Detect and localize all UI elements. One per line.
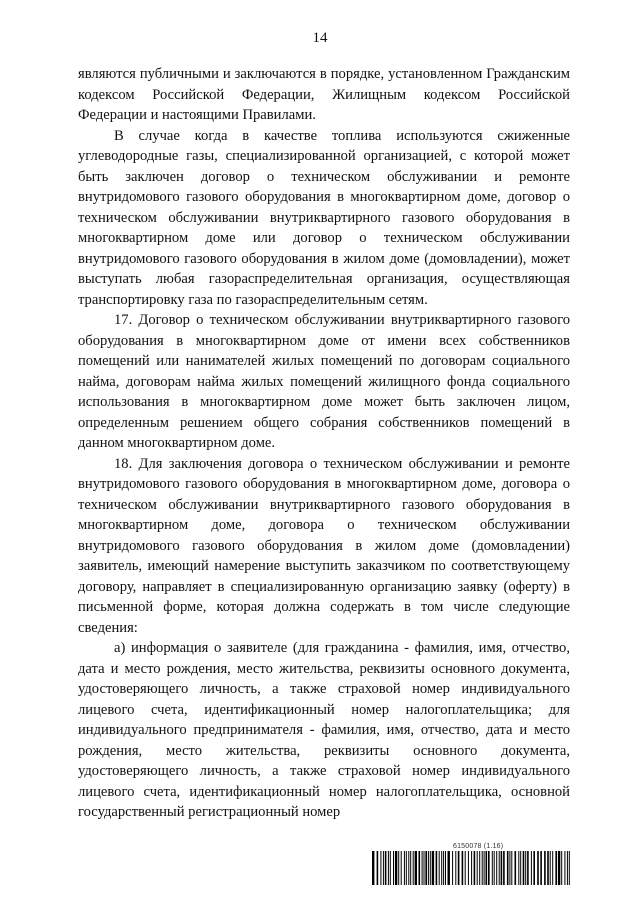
barcode-bar: [531, 851, 532, 885]
barcode-bar: [462, 851, 464, 885]
barcode-bar: [547, 851, 549, 885]
barcode-bar: [561, 851, 562, 885]
barcode-bar: [468, 851, 469, 885]
barcode-bar: [558, 851, 560, 885]
barcode-bar: [430, 851, 431, 885]
paragraph-18-a: а) информация о заявителе (для гражданина - фамилия, имя, отчество, дата и место рождения, место жительства, реквизиты основного документа, удостоверяющего личность, а также страховой номер индивидуального лицевого счета, идентификационный номер налогоплательщика; для индивидуального предпринимателя - фамилия, имя, отчество, дата и место рождения, место жительства, реквизиты основного документа, удостоверяющего личность, а также страховой номер индивидуального лицевого счета, идентификационный номер налогоплательщика, основной государственный регистрационный номер: [78, 640, 570, 820]
barcode-bar: [482, 851, 483, 885]
barcode-bar: [537, 851, 539, 885]
paragraph-continuation: являются публичными и заключаются в порядке, установленном Гражданским кодексом Российской Федерации, Жилищным кодексом Российской Федерации и настоящими Правилами.: [78, 66, 570, 123]
barcode-bar: [486, 851, 488, 885]
paragraph-lpg-case: В случае когда в качестве топлива используются сжиженные углеводородные газы, специализированной организацией, с которой может быть заключен договор о техническом обслуживании и ремонте внутридомового газового оборудования в многоквартирном доме, договор о техническом обслуживании внутриквартирного газового оборудования в многоквартирном доме или договор о техническом обслуживании внутридомового газового оборудования в жилом доме (домовладении), может выступать любая газораспределительная организация, осуществляющая транспортировку газа по газораспределительным сетям.: [78, 127, 570, 308]
barcode-bar: [415, 851, 417, 885]
barcode-bar: [492, 851, 493, 885]
barcode-bar: [452, 851, 453, 885]
barcode-bar: [390, 851, 391, 885]
barcode-bar: [564, 851, 565, 885]
barcode-bar: [501, 851, 503, 885]
barcode-bar: [383, 851, 384, 885]
barcode-bar: [404, 851, 405, 885]
document-body: [78, 64, 570, 823]
barcode-bar: [527, 851, 529, 885]
barcode-bar: [372, 851, 374, 885]
barcode-bar: [544, 851, 546, 885]
barcode-bar: [377, 851, 379, 885]
barcode-bar: [488, 851, 490, 885]
barcode-bar: [388, 851, 389, 885]
barcode-bar: [455, 851, 456, 885]
barcode-bar: [552, 851, 553, 885]
page-number: 14: [312, 30, 328, 46]
barcode-image: [371, 851, 574, 885]
barcode-bar: [474, 851, 476, 885]
barcode-bar: [567, 851, 568, 885]
barcode-bar: [395, 851, 397, 885]
barcode-bar: [540, 851, 542, 885]
barcode-bar: [465, 851, 466, 885]
barcode-bar: [518, 851, 519, 885]
barcode-bar: [385, 851, 387, 885]
barcode-bar: [432, 851, 434, 885]
barcode-bar: [479, 851, 480, 885]
barcode-bar: [477, 851, 478, 885]
barcode-bar: [503, 851, 505, 885]
barcode-bar: [380, 851, 381, 885]
barcode-bar: [393, 851, 394, 885]
barcode-bar: [525, 851, 526, 885]
barcode-bar: [448, 851, 450, 885]
barcode-bar: [550, 851, 551, 885]
paragraph-17: 17. Договор о техническом обслуживании внутриквартирного газового оборудования в многоквартирном доме от имени всех собственников помещений или нанимателей жилых помещений по договорам социального найма, договорам найма жилых помещений жилищного фонда социального использования в многоквартирном доме может быть заключен лицом, определенным решением общего собрания собственников помещений в данном многоквартирном доме.: [78, 312, 570, 451]
barcode-bar: [445, 851, 446, 885]
barcode-bar: [419, 851, 421, 885]
barcode-bar: [555, 851, 557, 885]
barcode-bar: [515, 851, 517, 885]
barcode-bar: [408, 851, 409, 885]
barcode-bar: [428, 851, 429, 885]
barcode-bar: [425, 851, 427, 885]
barcode-bar: [422, 851, 423, 885]
barcode-bar: [424, 851, 425, 885]
barcode-bar: [523, 851, 525, 885]
barcode-bar: [494, 851, 495, 885]
barcode-bar: [436, 851, 438, 885]
barcode-bar: [520, 851, 521, 885]
barcode-bar: [507, 851, 509, 885]
paragraph-18: 18. Для заключения договора о техническом обслуживании и ремонте внутридомового газового оборудования в многоквартирном доме, договора о техническом обслуживании внутриквартирного газового оборудования в многоквартирном доме, договора о техническом обслуживании внутридомового газового оборудования в жилом доме (домовладении) заявитель, имеющий намерение выступить заказчиком по соответствующему договору, направляет в специализированную организацию заявку (оферту) в письменной форме, которая должна содержать в том числе следующие сведения:: [78, 455, 570, 636]
barcode-bar: [398, 851, 399, 885]
barcode-bar: [569, 851, 570, 885]
barcode-bar: [533, 851, 535, 885]
barcode-bar: [496, 851, 497, 885]
barcode-bar: [471, 851, 472, 885]
barcode-bar: [406, 851, 407, 885]
barcode-bar: [511, 851, 512, 885]
barcode-bar: [401, 851, 402, 885]
document-code: 6150078 (1.16): [453, 843, 504, 850]
barcode-bar: [458, 851, 460, 885]
barcode-bar: [413, 851, 414, 885]
barcode-bar: [509, 851, 510, 885]
barcode-bar: [441, 851, 442, 885]
barcode-bar: [499, 851, 500, 885]
barcode-bar: [410, 851, 411, 885]
barcode-bar: [439, 851, 440, 885]
barcode-bar: [443, 851, 444, 885]
barcode-bar: [484, 851, 485, 885]
